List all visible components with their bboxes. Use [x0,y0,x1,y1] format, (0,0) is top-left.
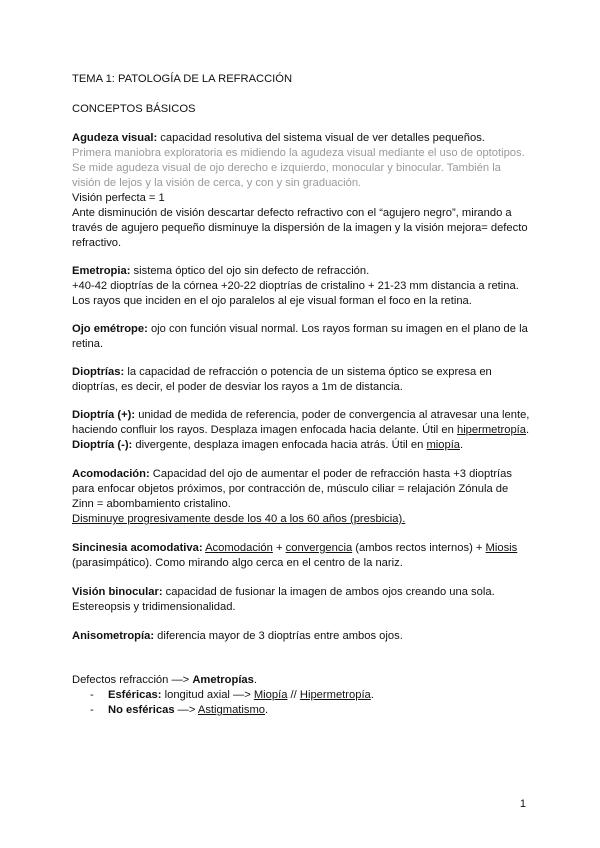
text-line [72,423,529,438]
hipermetropia-link[interactable]: Hipermetropía [299,689,371,701]
astigmatismo-link[interactable]: Astigmatismo [197,704,266,716]
term: Esféricas: [108,689,162,701]
definition: diferencia mayor de 3 dioptrías entre ambos ojos. [154,630,403,642]
term: Emetropia: [72,265,131,277]
acomodacion-paragraph [72,467,512,482]
convergencia-link[interactable]: convergencia [285,542,353,554]
defectos-intro [72,673,257,688]
term: Dioptrías: [72,366,125,378]
term: Agudeza visual: [72,132,158,144]
term: Ojo emétrope: [72,323,148,335]
ametropias-term: Ametropías [192,674,254,686]
list-item [90,688,374,703]
text-line: Ante disminución de visión descartar defecto refractivo con el “agujero negro”, mirando a [72,207,512,219]
page-title: TEMA 1: PATOLOGÍA DE LA REFRACCIÓN [72,73,293,85]
bullet-dash: - [90,704,94,716]
text-line: (parasimpático). Como mirando algo cerca en el centro de la nariz. [72,557,403,569]
miosis-link[interactable]: Miosis [485,542,518,554]
definition: la capacidad de refracción o potencia de un sistema óptico se expresa en [124,366,492,378]
term: Visión binocular: [72,586,163,598]
agudeza-grey-line: visión de lejos y la visión de cerca, y con y sin graduación. [72,177,362,189]
definition: divergente, desplaza imagen enfocada hacia atrás. Útil en [132,439,427,451]
underlined-line: Disminuye progresivamente desde los 40 a los 60 años (presbicia). [72,513,406,525]
text: . [265,704,269,716]
agudeza-grey-line: Primera maniobra exploratoria es midiendo la agudeza visual mediante el uso de optotipos. [72,147,525,159]
term: Anisometropía: [72,630,155,642]
list-item [90,703,268,718]
definition: capacidad de fusionar la imagen de ambos ojos creando una sola. [162,586,495,598]
text: longitud axial —> [161,689,254,701]
text: . [370,689,374,701]
text-line: refractivo. [72,237,122,249]
term: No esféricas [108,704,175,716]
term: Sincinesia acomodativa: [72,542,203,554]
section-heading: CONCEPTOS BÁSICOS [72,103,196,115]
miopia-link[interactable]: miopía [426,439,461,451]
hipermetropia-link[interactable]: hipermetropía [456,424,526,436]
bullet-dash: - [90,689,94,701]
text: + [272,542,286,554]
text-line: Zinn = abombamiento cristalino. [72,498,231,510]
term: Acomodación: [72,468,150,480]
agudeza-grey-line: Se mide agudeza visual de ojo derecho e izquierdo, monocular y binocular. También la [72,162,501,174]
emetropia-paragraph [72,264,369,279]
dioptria-positiva-paragraph [72,408,529,423]
text-line: dioptrías, es decir, el poder de desviar los rayos a 1m de distancia. [72,381,403,393]
text: . [460,439,464,451]
definition: unidad de medida de referencia, poder de convergencia al atravesar una lente, [135,409,530,421]
text: . [253,674,257,686]
binocular-paragraph [72,585,495,600]
text: . [526,424,530,436]
definition: ojo con función visual normal. Los rayos forman su imagen en el plano de la [147,323,528,335]
text: // [287,689,300,701]
text-line: Los rayos que inciden en el ojo paralelos al eje visual forman el foco en la retina. [72,295,472,307]
miopia-link[interactable]: Miopía [253,689,288,701]
text: (ambos rectos internos) + [352,542,486,554]
text-line: Estereopsis y tridimensionalidad. [72,601,236,613]
sincinesia-paragraph [72,541,517,556]
text-line: retina. [72,338,104,350]
text-line: través de agujero pequeño disminuye la dispersión de la imagen y la visión mejora= defecto [72,222,528,234]
anisometropia-paragraph [72,629,403,644]
definition: Capacidad del ojo de aumentar el poder de refracción hasta +3 dioptrías [149,468,512,480]
term: Dioptría (-): [72,439,133,451]
text: —> [174,704,198,716]
text-line: +40-42 dioptrías de la córnea +20-22 dioptrías de cristalino + 21-23 mm distancia a retina. [72,280,519,292]
dioptrias-paragraph [72,365,492,380]
dioptria-negativa-paragraph [72,438,463,453]
definition: sistema óptico del ojo sin defecto de refracción. [130,265,370,277]
text-line: Visión perfecta = 1 [72,192,165,204]
acomodacion-link[interactable]: Acomodación [205,542,273,554]
definition: capacidad resolutiva del sistema visual de ver detalles pequeños. [157,132,485,144]
emetrope-paragraph [72,322,528,337]
text: haciendo confluir los rayos. Desplaza imagen enfocada hacia delante. Útil en [72,424,457,436]
text: Defectos refracción —> [72,674,193,686]
agudeza-paragraph [72,131,485,146]
page-number: 1 [519,798,526,810]
text-line: para enfocar objetos próximos, por contracción de, músculo ciliar = relajación Zónula de [72,483,509,495]
term: Dioptría (+): [72,409,136,421]
